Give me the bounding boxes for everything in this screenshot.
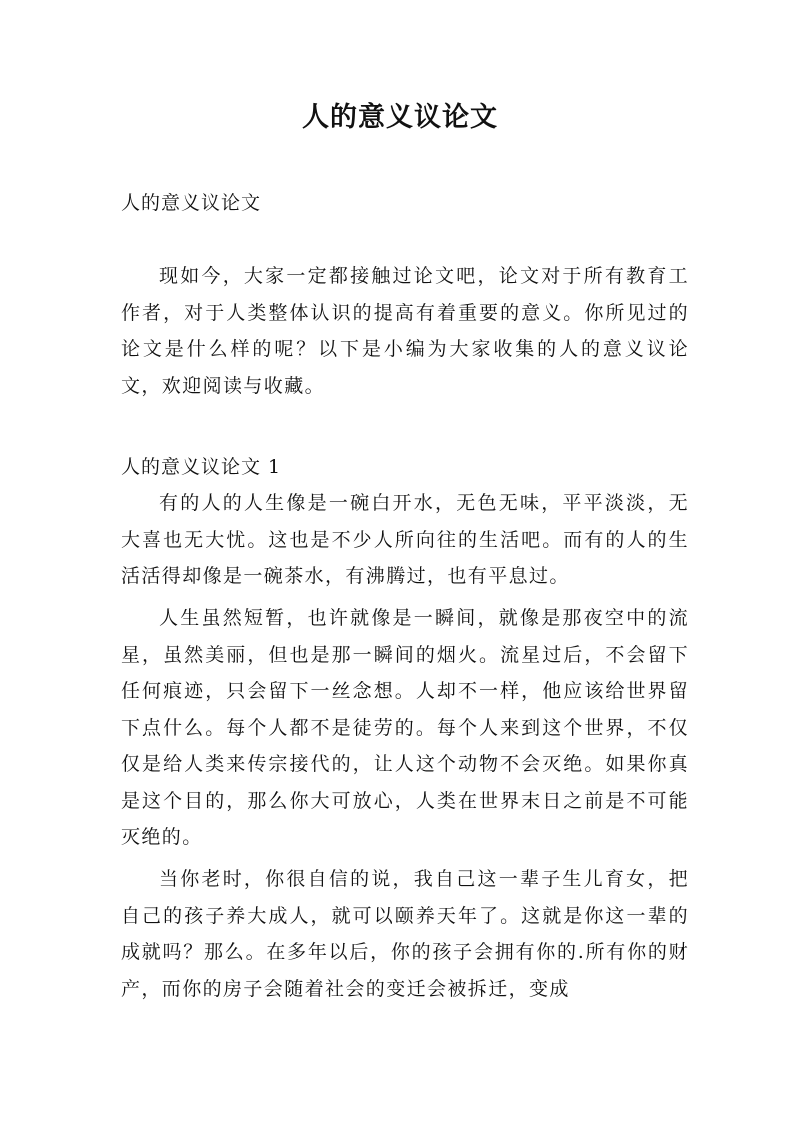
section-paragraph-2: 人生虽然短暂，也许就像是一瞬间，就像是那夜空中的流星，虽然美丽，但也是那一瞬间的烟火。流星过后，不会留下任何痕迹，只会留下一丝念想。人却不一样，他应该给世界留下点什么。每个人都不是徒劳的。每个人来到这个世界，不仅仅是给人类来传宗接代的，让人这个动物不会灭绝。如果你真是这个目的，那么你大可放心，人类在世界末日之前是不可能灭绝的。	[121, 607, 689, 848]
document-title: 人的意义议论文	[302, 102, 498, 133]
section-heading: 人的意义议论文 1	[121, 456, 282, 478]
section-paragraph-3: 当你老时，你很自信的说，我自己这一辈子生儿育女，把自己的孩子养大成人，就可以颐养天年了。这就是你这一辈的成就吗？那么。在多年以后，你的孩子会拥有你的.所有你的财产，而你的房子会随着社会的变迁会被拆迁，变成	[121, 868, 689, 1000]
intro-paragraph: 现如今，大家一定都接触过论文吧，论文对于所有教育工作者，对于人类整体认识的提高有着重要的意义。你所见过的论文是什么样的呢？以下是小编为大家收集的人的意义议论文，欢迎阅读与收藏。	[121, 265, 689, 397]
document-subtitle: 人的意义议论文	[121, 192, 262, 214]
section-paragraph-1: 有的人的人生像是一碗白开水，无色无味，平平淡淡，无大喜也无大忧。这也是不少人所向往的生活吧。而有的人的生活活得却像是一碗茶水，有沸腾过，也有平息过。	[121, 492, 689, 587]
